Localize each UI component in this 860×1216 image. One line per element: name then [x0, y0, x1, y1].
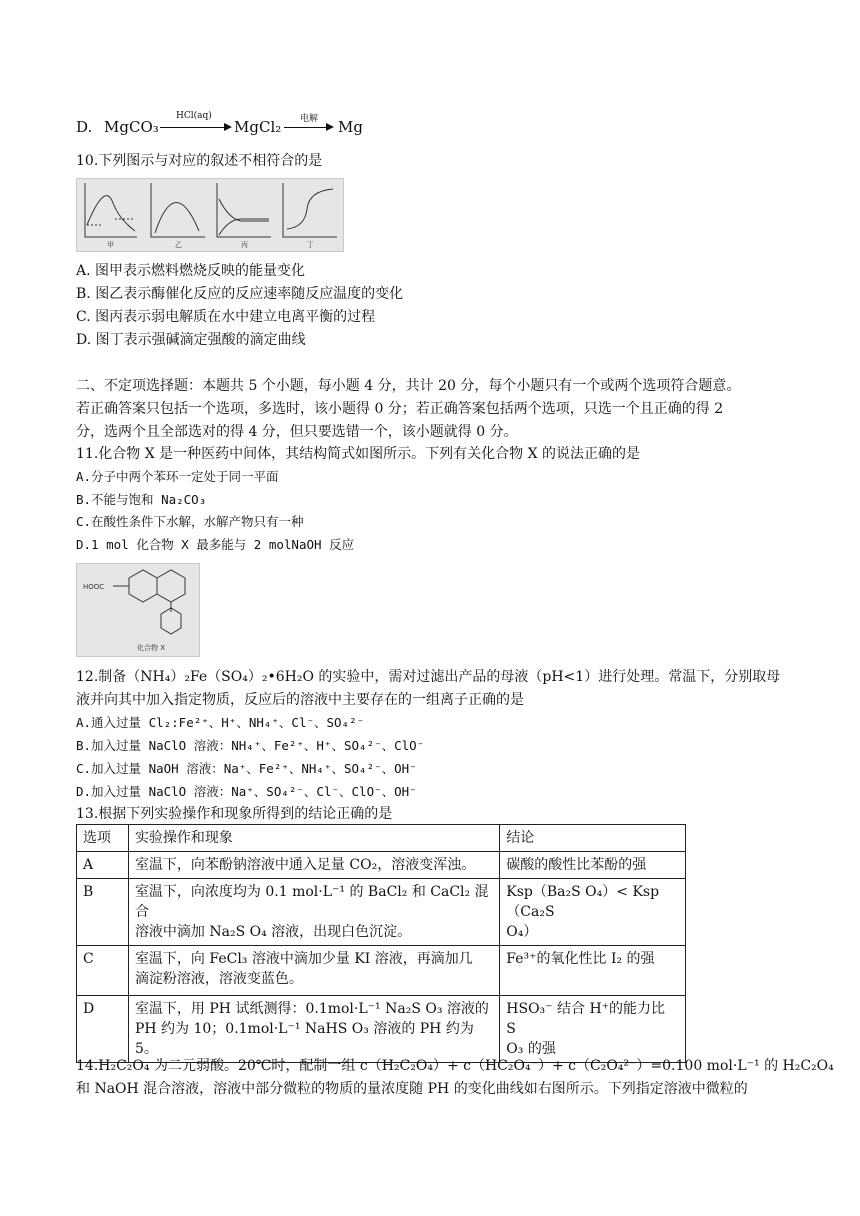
- table-row: [77, 879, 686, 946]
- reaction-arrow-2: [284, 127, 332, 128]
- figure-label-ding: 丁: [307, 241, 314, 249]
- q12-option-c: C.加入过量 NaOH 溶液：Na⁺、Fe²⁺、NH₄⁺、SO₄²⁻、OH⁻: [76, 761, 417, 776]
- arrow2-condition: 电解: [300, 114, 319, 124]
- figure-label-yi: 乙: [175, 241, 182, 249]
- q12-option-d: D.加入过量 NaClO 溶液：Na⁺、SO₄²⁻、Cl⁻、ClO⁻、OH⁻: [76, 784, 417, 799]
- hooc-group: HOOC: [83, 583, 105, 591]
- q10-option-c: C. 图丙表示弱电解质在水中建立电离平衡的过程: [76, 309, 376, 325]
- section2-line3: 分，选两个且全部选对的得 4 分，但只要选错一个，该小题就得 0 分。: [76, 424, 518, 440]
- graph-yi-axes: [151, 183, 205, 237]
- compound-x-structure: [77, 564, 199, 656]
- table-row: [77, 946, 686, 996]
- q10-stem: 10.下列图示与对应的叙述不相符合的是: [76, 153, 323, 169]
- row-option: A: [77, 852, 129, 879]
- product: Mg: [338, 118, 363, 136]
- q11-stem: 11.化合物 X 是一种医药中间体，其结构简式如图所示。下列有关化合物 X 的说法正确的是: [76, 446, 640, 462]
- section2-line1: 二、不定项选择题：本题共 5 个小题，每小题 4 分，共计 20 分，每个小题只有一个或两个选项符合题意。: [76, 378, 741, 394]
- reactant: MgCO₃: [104, 118, 159, 136]
- row-option: D: [77, 996, 129, 1063]
- q13-stem: 13.根据下列实验操作和现象所得到的结论正确的是: [76, 806, 393, 822]
- q11-structure-figure: [76, 563, 200, 657]
- arrow1-condition: HCl(aq): [176, 111, 212, 121]
- header-operation: 实验操作和现象: [128, 825, 499, 852]
- row-conclusion: 碳酸的酸性比苯酚的强: [500, 852, 686, 879]
- row-conclusion: Ksp（Ba₂S O₄）< Ksp（Ca₂S O₄）: [500, 879, 686, 946]
- q11-option-a: A.分子中两个苯环一定处于同一平面: [76, 469, 279, 484]
- row-operation: 室温下，向 FeCl₃ 溶液中滴加少量 KI 溶液，再滴加几 滴淀粉溶液，溶液变蓝色。: [128, 946, 499, 996]
- graph-yi-curve: [155, 202, 199, 233]
- row-conclusion: HSO₃⁻ 结合 H⁺的能力比 S O₃ 的强: [500, 996, 686, 1063]
- graph-bing-curve1: [219, 199, 269, 221]
- q11-option-d: D.1 mol 化合物 X 最多能与 2 molNaOH 反应: [76, 537, 355, 552]
- q12-option-b: B.加入过量 NaClO 溶液：NH₄⁺、Fe²⁺、H⁺、SO₄²⁻、ClO⁻: [76, 738, 425, 753]
- figure-label-jia: 甲: [107, 241, 114, 249]
- header-option: 选项: [77, 825, 129, 852]
- q10-option-b: B. 图乙表示酶催化反应的反应速率随反应温度的变化: [76, 286, 404, 302]
- q11-option-c: C.在酸性条件下水解，水解产物只有一种: [76, 514, 304, 529]
- intermediate: MgCl₂: [234, 118, 282, 136]
- table-header-row: [77, 825, 686, 852]
- q11-option-b: B.不能与饱和 Na₂CO₃: [76, 492, 207, 507]
- q13-table: [76, 824, 686, 1063]
- row-conclusion: Fe³⁺的氧化性比 I₂ 的强: [500, 946, 686, 996]
- q12-option-a: A.通入过量 Cl₂:Fe²⁺、H⁺、NH₄⁺、Cl⁻、SO₄²⁻: [76, 715, 365, 730]
- row-operation: 室温下，向苯酚钠溶液中通入足量 CO₂，溶液变浑浊。: [128, 852, 499, 879]
- graph-jia-curve: [87, 196, 135, 231]
- q14-line2: 和 NaOH 混合溶液，溶液中部分微粒的物质的量浓度随 PH 的变化曲线如右图所示。下列指定溶液中微粒的: [76, 1081, 748, 1097]
- graph-ding-curve: [287, 189, 333, 229]
- q10-option-d: D. 图丁表示强碱滴定强酸的滴定曲线: [76, 332, 306, 348]
- q14-line1: 14.H₂C₂O₄ 为二元弱酸。20℃时，配制一组 c（H₂C₂O₄）+ c（HC₂O₄⁻）+ c（C₂O₄²⁻）=0.100 mol·L⁻¹ 的 H₂C₂O₄: [76, 1058, 834, 1074]
- q10-graphs: [77, 179, 343, 251]
- q12-stem-line1: 12.制备（NH₄）₂Fe（SO₄）₂•6H₂O 的实验中，需对过滤出产品的母液（pH<1）进行处理。常温下，分别取母: [76, 669, 781, 685]
- figure-caption: 化合物 X: [137, 644, 166, 652]
- header-conclusion: 结论: [500, 825, 686, 852]
- figure-label-bing: 丙: [241, 241, 248, 249]
- q9-option-d-label: D.: [76, 118, 93, 136]
- table-row: [77, 852, 686, 879]
- row-operation: 室温下，向浓度均为 0.1 mol·L⁻¹ 的 BaCl₂ 和 CaCl₂ 混合 溶液中滴加 Na₂S O₄ 溶液，出现白色沉淀。: [128, 879, 499, 946]
- graph-jia-axes: [85, 183, 137, 237]
- graph-ding-axes: [283, 183, 337, 237]
- reaction-arrow-1: [160, 127, 230, 128]
- row-option: B: [77, 879, 129, 946]
- row-operation: 室温下，用 PH 试纸测得：0.1mol·L⁻¹ Na₂S O₃ 溶液的 PH 约为 10；0.1mol·L⁻¹ NaHS O₃ 溶液的 PH 约为 5。: [128, 996, 499, 1063]
- row-option: C: [77, 946, 129, 996]
- q10-figure: [76, 178, 344, 252]
- q10-option-a: A. 图甲表示燃料燃烧反映的能量变化: [76, 263, 306, 279]
- q12-stem-line2: 液并向其中加入指定物质，反应后的溶液中主要存在的一组离子正确的是: [76, 692, 524, 708]
- table-row: [77, 996, 686, 1063]
- section2-line2: 若正确答案只包括一个选项，多选时，该小题得 0 分；若正确答案包括两个选项，只选一个且正确的得 2: [76, 401, 724, 417]
